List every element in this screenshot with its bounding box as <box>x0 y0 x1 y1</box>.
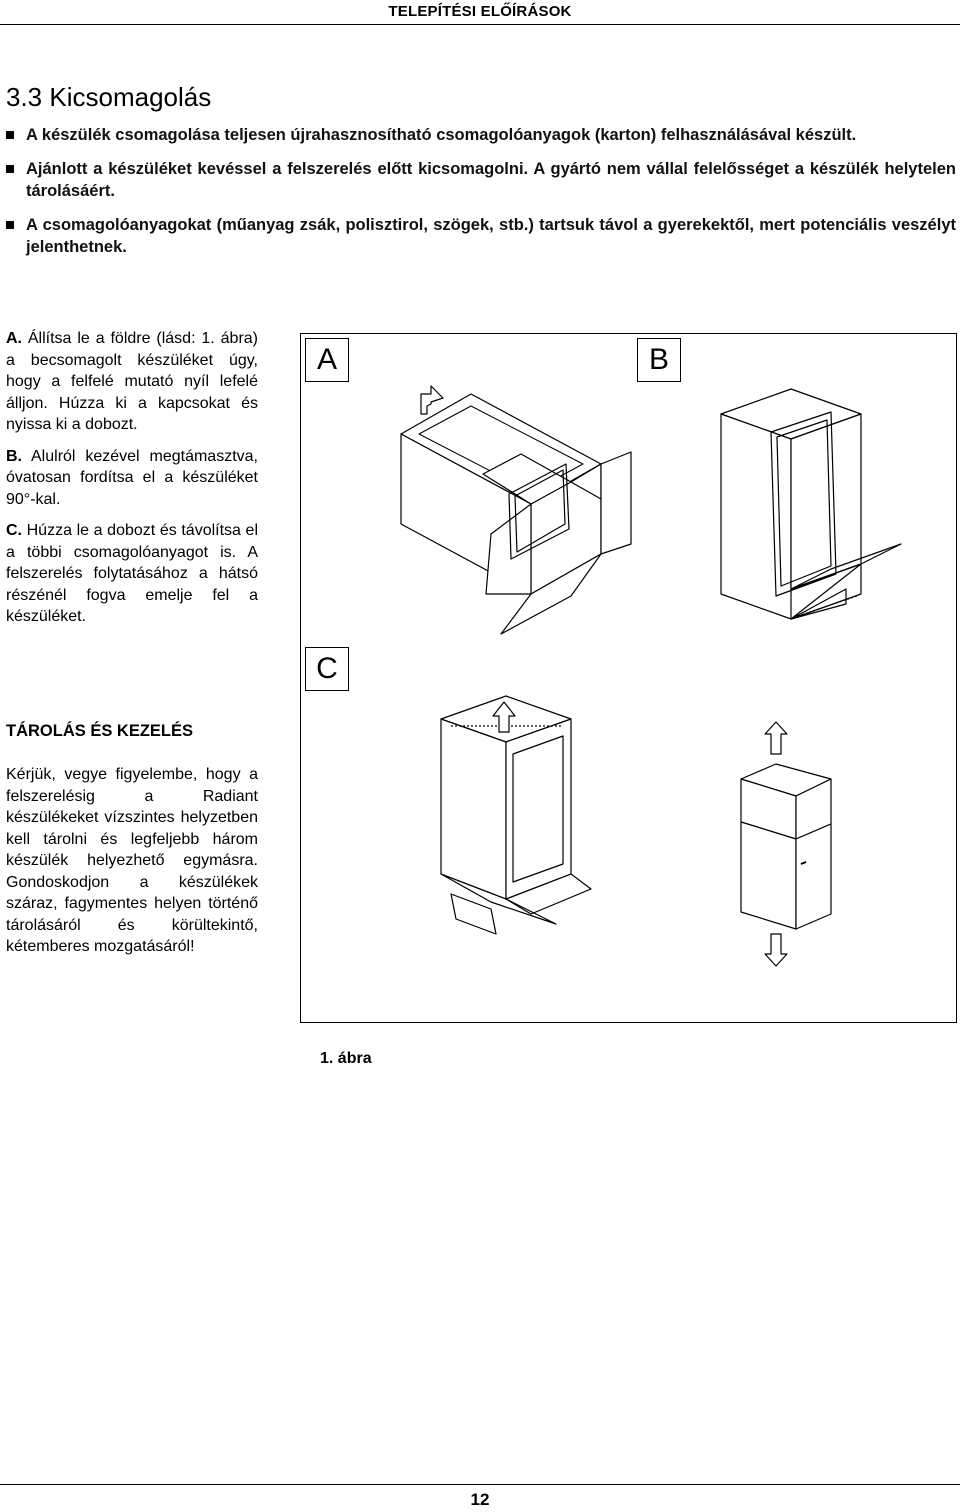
unpacking-steps <box>6 328 258 638</box>
figure-label-a: A <box>305 338 349 382</box>
bullet-text: Ajánlott a készüléket kevéssel a felszerelés előtt kicsomagolni. A gyártó nem vállal felelősséget a készülék helytelen tárolásáért. <box>26 160 956 200</box>
bullet-text: A készülék csomagolása teljesen újrahasznosítható csomagolóanyagok (karton) felhasználásával készült. <box>26 126 857 144</box>
bullet-text: A csomagolóanyagokat (műanyag zsák, polisztirol, szögek, stb.) tartsuk távol a gyerekektől, mert potenciális veszélyt jelenthetnek. <box>26 216 956 256</box>
header-title: TELEPÍTÉSI ELŐÍRÁSOK <box>388 3 572 20</box>
step-text: Állítsa le a földre (lásd: 1. ábra) a becsomagolt készüléket úgy, hogy a felfelé mutató nyíl lefelé álljon. Húzza ki a kapcsokat és nyissa ki a dobozt. <box>6 330 258 433</box>
box-upright <box>721 389 901 619</box>
box-sleeve-lifted <box>441 696 591 934</box>
storage-text: Kérjük, vegye figyelembe, hogy a felszerelésig a Radiant készülékeket vízszintes helyzetben kell tárolni és legfeljebb három készülék helyezhető egymásra. Gondoskodjon a készülékek száraz, fagymentes helyen történő tárolásáról és körültekintő, kétemberes mozgatásáról! <box>6 766 258 955</box>
step-c <box>6 520 258 628</box>
unpacking-illustration <box>301 334 958 1024</box>
page-header <box>0 0 960 22</box>
step-text: Alulról kezével megtámasztva, óvatosan fordítsa el a készüléket 90°-kal. <box>6 447 258 508</box>
square-bullet-icon <box>6 165 14 173</box>
bullet-item <box>6 158 956 202</box>
storage-title: TÁROLÁS ÉS KEZELÉS <box>6 722 194 740</box>
page-number: 12 <box>470 1490 490 1509</box>
step-label: A. <box>6 330 22 347</box>
section-title: 3.3 Kicsomagolás <box>6 82 212 112</box>
step-text: Húzza le a dobozt és távolítsa el a többi csomagolóanyagot is. A felszerelés folytatásához a hátsó részénél fogva emelje fel a készüléket. <box>6 522 258 625</box>
footer-rule <box>0 1484 960 1485</box>
figure-label-c: C <box>305 647 349 691</box>
figure-label-b: B <box>637 338 681 382</box>
box-laid-down <box>401 386 631 634</box>
step-a <box>6 328 258 436</box>
unpacking-figure <box>300 333 957 1023</box>
bullet-list <box>6 124 956 270</box>
step-label: C. <box>6 522 22 539</box>
bullet-item <box>6 214 956 258</box>
figure-caption: 1. ábra <box>320 1050 372 1067</box>
header-rule <box>0 24 960 25</box>
unpacked-appliance <box>741 722 831 966</box>
square-bullet-icon <box>6 221 14 229</box>
step-b <box>6 446 258 511</box>
square-bullet-icon <box>6 131 14 139</box>
step-label: B. <box>6 447 22 465</box>
bullet-item <box>6 124 956 146</box>
